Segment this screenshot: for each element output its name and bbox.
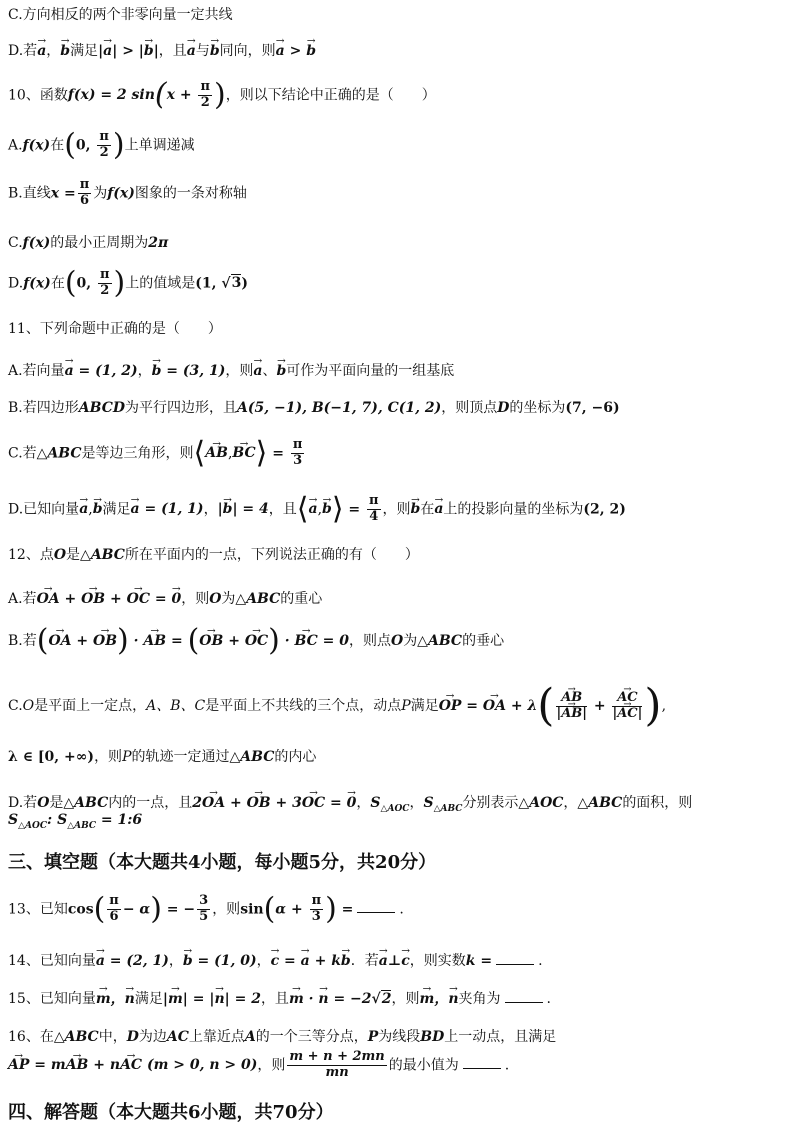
q14: 14、已知向量→ a = (2, 1)，→ b = (1, 0)，→ c = → a + k→ b．若→ a⊥→ c，则实数k = . <box>8 950 543 970</box>
option-text: C.方向相反的两个非零向量一定共线 <box>8 7 233 23</box>
q9-option-c <box>8 4 233 24</box>
answer-blank[interactable] <box>357 912 395 913</box>
q11-option-c: C.若△ABC是等边三角形，则⟨→ AB,→ BC⟩ = $\frac{\pi}{3}$ <box>8 438 306 469</box>
q12-option-d-cont: $S_{\triangle AOC}$: $S_{\triangle ABC}$ = 1:6 <box>8 812 143 831</box>
answer-blank[interactable] <box>505 1002 543 1003</box>
section-3-heading: 三、填空题（本大题共4小题，每小题5分，共20分） <box>8 852 437 873</box>
q12-option-a: A.若→ OA + → OB + → OC = → 0，则O为△ABC的重心 <box>8 588 322 608</box>
q12-option-c: C.O是平面上一定点，A、B、C是平面上不共线的三个点，动点P满足→ OP = → OA + λ( → $\frac{AB}{|\to AB|}$ + → $\frac{AC}{|\to AC|}$ ), <box>8 684 666 728</box>
q12-stem: 12、点O是△ABC所在平面内的一点，下列说法正确的有（ ） <box>8 547 419 563</box>
q11-option-b: B.若四边形ABCD为平行四边形，且A(5, −1), B(−1, 7), C(1, 2)，则顶点D的坐标为(7, −6) <box>8 400 620 416</box>
q12-option-d: D.若O是△ABC内的一点，且2→ OA + → OB + 3→ OC = → 0，$S_{\triangle AOC}$，$S_{\triangle ABC}$分别表示△AOC，△ABC的面积，则 <box>8 792 692 814</box>
math: → b <box>60 43 70 59</box>
math: → a <box>37 43 46 59</box>
q10-option-a: A.f(x)在(0, $\frac{\pi}{2}$ )上单调递减 <box>8 127 195 163</box>
q10-option-d: D.f(x)在(0, $\frac{\pi}{2}$ )上的值域是(1, √3) <box>8 265 248 301</box>
answer-blank[interactable] <box>463 1068 501 1069</box>
q11-option-d: D.已知向量→ a,→ b满足→ a = (1, 1)，|→ b| = 4，且⟨→ a,→ b⟩ = $\frac{\pi}{4}$ ，则→ b在→ a上的投影向量的坐标为(2, 2) <box>8 494 626 525</box>
q12-option-b: B.若(→ OA + → OB) · → AB = (→ OB + → OC) · → BC = 0，则点O为△ABC的垂心 <box>8 626 504 656</box>
q9-option-d: D.若→ a，→ b满足|→ a| > |→ b|，且→ a与→ b同向，则→ a > → b <box>8 40 316 60</box>
section-4-heading: 四、解答题（本大题共6小题，共70分） <box>8 1102 334 1123</box>
q11-stem: 11、下列命题中正确的是（ ） <box>8 321 222 337</box>
q15: 15、已知向量→ m，→ n满足|→ m| = |→ n| = 2，且→ m · → n = −2√2，则→ m，→ n夹角为 . <box>8 988 551 1008</box>
answer-blank[interactable] <box>496 964 534 965</box>
q10-option-c: C.f(x)的最小正周期为2π <box>8 235 169 251</box>
q11-option-a: A.若向量→ a = (1, 2)，→ b = (3, 1)，则→ a、→ b可作为平面向量的一组基底 <box>8 360 454 380</box>
q13: 13、已知cos( $\frac{\pi}{6}$ − α) = − $\frac{3}{5}$ ，则sin(α + $\frac{\pi}{3}$ ) = . <box>8 891 404 927</box>
q16-cont: → AP = m→ AB + n→ AC (m > 0, n > 0)，则 $\frac{m + n + 2mn}{mn}$ 的最小值为 . <box>8 1050 509 1081</box>
q10-stem: 10、函数f(x) = 2 sin(x + $\frac{\pi}{2}$ )，则以下结论中正确的是（ ） <box>8 77 436 113</box>
q16: 16、在△ABC中，D为边AC上靠近点A的一个三等分点，P为线段BD上一动点，且满足 <box>8 1029 557 1045</box>
q12-option-c-cont: λ ∈ [0, +∞)，则P的轨迹一定通过△ABC的内心 <box>8 749 317 765</box>
q10-option-b: B.直线x = $\frac{\pi}{6}$ 为f(x)图象的一条对称轴 <box>8 177 247 208</box>
